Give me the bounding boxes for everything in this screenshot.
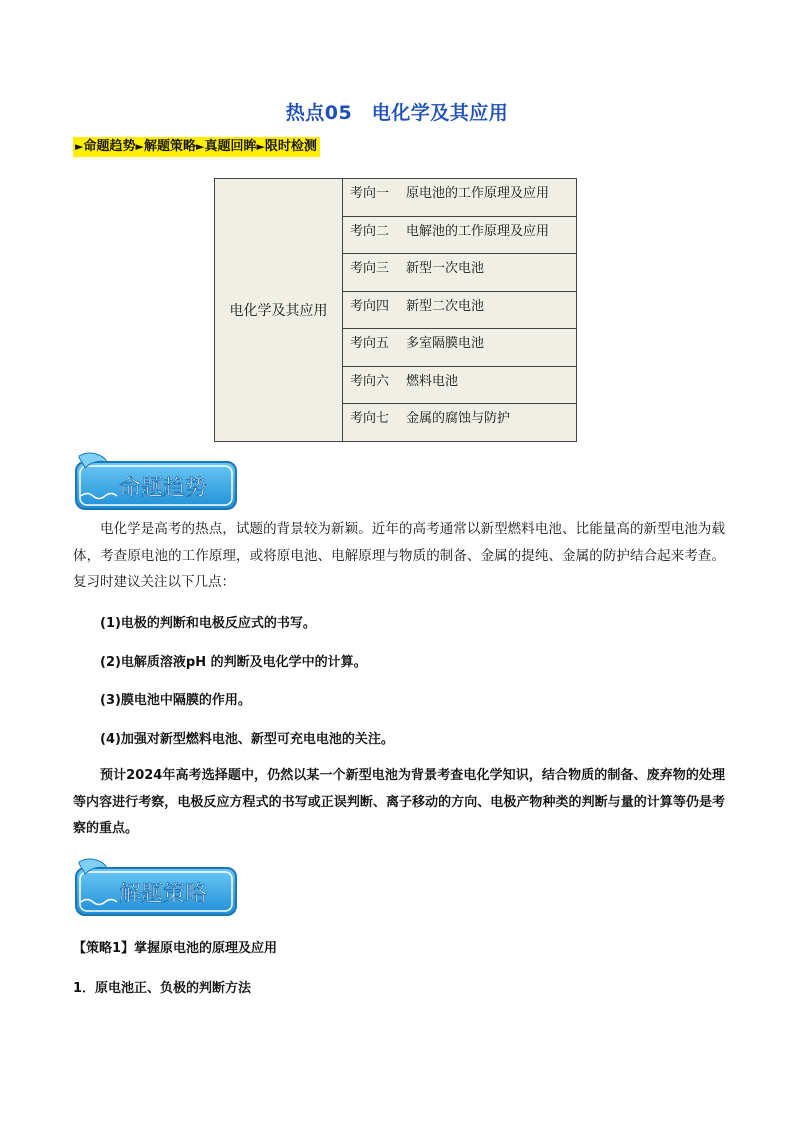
nav-item-test[interactable]: 限时检测 <box>264 139 317 154</box>
topic-text: 多室隔膜电池 <box>406 336 485 351</box>
topic-text: 新型一次电池 <box>406 261 485 276</box>
topic-row <box>343 216 577 254</box>
nav-marker-icon: ► <box>195 140 205 153</box>
topic-row <box>343 179 577 217</box>
point-item: (3)膜电池中隔膜的作用。 <box>100 693 251 708</box>
point-item: (2)电解质溶液pH 的判断及电化学中的计算。 <box>100 655 367 670</box>
nav-item-trend[interactable]: 命题趋势 <box>83 139 136 154</box>
nav-marker-icon: ► <box>256 140 265 153</box>
point-item: (1)电极的判断和电极反应式的书写。 <box>100 616 316 631</box>
topic-label: 考向六 <box>350 373 390 389</box>
topic-label: 考向五 <box>350 336 390 351</box>
nav-item-strategy[interactable]: 解题策略 <box>143 139 196 154</box>
topic-row <box>343 291 577 329</box>
topic-label: 考向一 <box>350 186 390 201</box>
topic-text: 新型二次电池 <box>406 298 485 314</box>
topic-main-cell: 电化学及其应用 <box>215 179 343 442</box>
topic-row <box>343 404 577 442</box>
topic-text: 原电池的工作原理及应用 <box>406 186 550 201</box>
nav-marker-icon: ► <box>135 140 144 153</box>
topic-label: 考向七 <box>350 411 390 426</box>
nav-bar <box>73 137 320 157</box>
topic-row <box>343 254 577 292</box>
topic-text: 燃料电池 <box>406 373 459 389</box>
topic-row <box>343 366 577 404</box>
topic-label: 考向三 <box>350 261 390 276</box>
nav-item-review[interactable]: 真题回眸 <box>204 139 257 154</box>
banner-label: 解题策略 <box>118 882 208 907</box>
topic-text: 金属的腐蚀与防护 <box>406 411 511 426</box>
section-banner-strategy <box>73 858 239 918</box>
section-banner-trend <box>73 452 239 512</box>
nav-marker-icon: ► <box>75 140 84 153</box>
topic-row <box>343 329 577 367</box>
sub-heading: 1．原电池正、负极的判断方法 <box>73 981 252 996</box>
topic-label: 考向四 <box>350 298 390 314</box>
strategy-heading: 【策略1】掌握原电池的原理及应用 <box>73 941 278 956</box>
banner-label: 命题趋势 <box>118 476 208 501</box>
page-title: 热点05 电化学及其应用 <box>285 102 509 124</box>
topic-label: 考向二 <box>350 223 390 239</box>
topic-text: 电解池的工作原理及应用 <box>406 223 550 239</box>
intro-paragraph: 电化学是高考的热点，试题的背景较为新颖。近年的高考通常以新型燃料电池、比能量高的新型电池为载体，考查原电池的工作原理，或将原电池、电解原理与物质的制备、金属的提纯、金属的防护结合起来考查。复习时建议关注以下几点： <box>73 521 725 590</box>
point-item: (4)加强对新型燃料电池、新型可充电电池的关注。 <box>100 732 394 747</box>
forecast-paragraph: 预计2024年高考选择题中，仍然以某一个新型电池为背景考查电化学知识，结合物质的制备、废弃物的处理等内容进行考察，电极反应方程式的书写或正误判断、离子移动的方向、电极产物种类的判断与量的计算等仍是考察的重点。 <box>73 768 725 836</box>
topics-table <box>214 178 577 442</box>
